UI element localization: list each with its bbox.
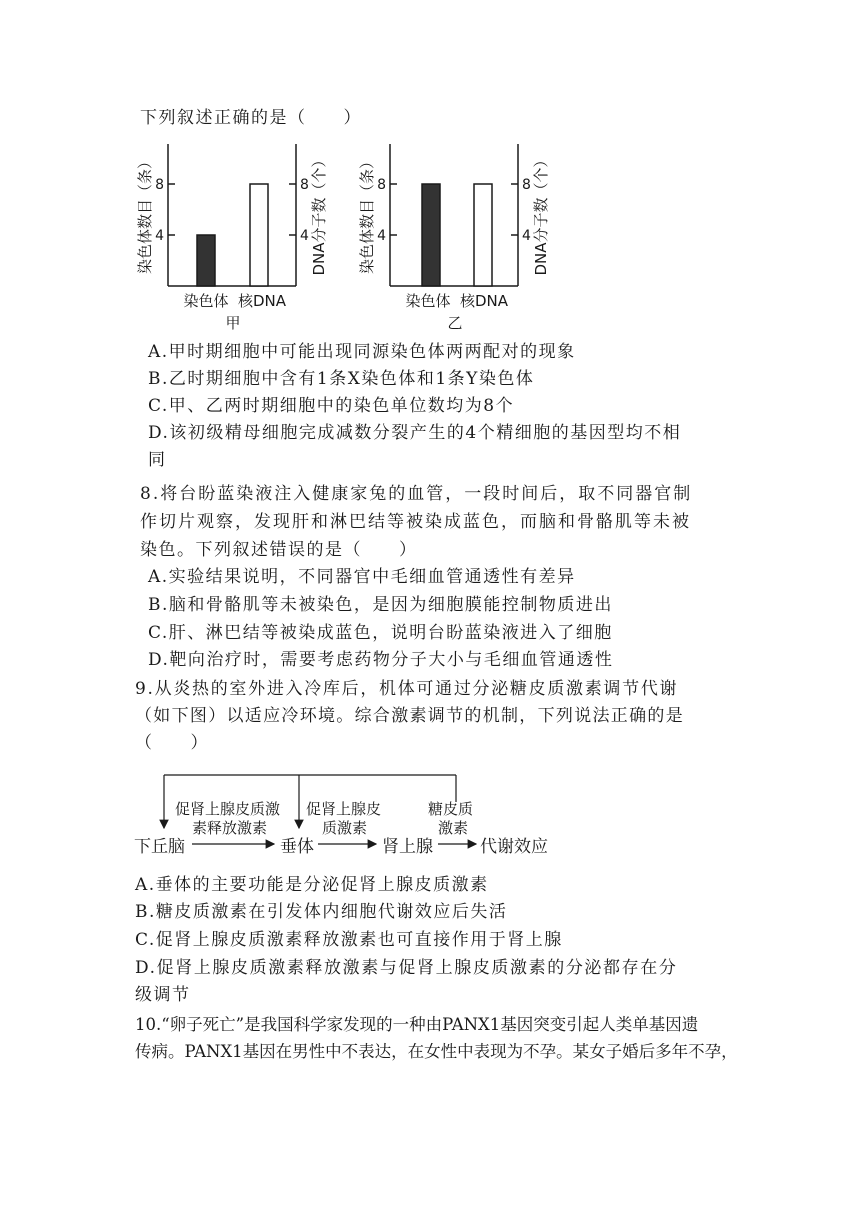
chart-jia-tick-label-4-left: 4 — [155, 228, 164, 244]
chart-jia-bar-chromosome — [197, 235, 215, 286]
q7-option-c: C.甲、乙两时期细胞中的染色单位数均为8个 — [148, 396, 515, 416]
chart-yi-right-axis-label: DNA分子数（个） — [532, 152, 550, 276]
gc-label-line2: 激素 — [438, 819, 469, 837]
acth-label-line1: 促肾上腺皮 — [306, 800, 382, 818]
chart-yi-tick-label-8-right: 8 — [522, 177, 531, 193]
adrenal-node: 肾上腺 — [382, 837, 433, 857]
q8-option-a: A.实验结果说明，不同器官中毛细血管通透性有差异 — [148, 567, 576, 587]
q9-option-c: C.促肾上腺皮质激素释放激素也可直接作用于肾上腺 — [135, 930, 563, 950]
q8-option-c: C.肝、淋巴结等被染成蓝色，说明台盼蓝染液进入了细胞 — [148, 623, 613, 643]
chart-yi-category-chromosome: 染色体 — [405, 292, 451, 310]
q9-option-d-line1: D.促肾上腺皮质激素释放激素与促肾上腺皮质激素的分泌都存在分 — [135, 958, 678, 978]
chart-jia-caption: 甲 — [225, 314, 241, 332]
chart-yi-tick-label-8-left: 8 — [377, 177, 386, 193]
q7-option-d-line2: 同 — [148, 450, 167, 470]
q8-stem-line2: 作切片观察，发现肝和淋巴结等被染成蓝色，而脑和骨骼肌等未被 — [140, 512, 691, 532]
chart-yi-caption: 乙 — [447, 314, 463, 332]
pituitary-node: 垂体 — [280, 837, 314, 857]
crh-label-line1: 促肾上腺皮质激 — [175, 800, 281, 818]
q9-stem-line2: （如下图）以适应冷环境。综合激素调节的机制，下列说法正确的是 — [135, 706, 684, 726]
q9-stem-line3: （ ） — [135, 733, 209, 753]
chart-jia-left-axis-label: 染色体数目（条） — [136, 153, 154, 275]
metabolic-effect-node: 代谢效应 — [480, 837, 548, 857]
q10-stem-line1: 10.“卵子死亡”是我国科学家发现的一种由PANX1基因突变引起人类单基因遗 — [135, 1015, 699, 1034]
q9-stem-line1: 9.从炎热的室外进入冷库后，机体可通过分泌糖皮质激素调节代谢 — [135, 679, 679, 699]
q8-stem-line3: 染色。下列叙述错误的是（ ） — [140, 540, 418, 560]
crh-label-line2: 素释放激素 — [192, 819, 268, 837]
chart-jia-bar-dna — [250, 184, 268, 286]
q8-option-d: D.靶向治疗时，需要考虑药物分子大小与毛细血管通透性 — [148, 650, 614, 670]
q8-option-b: B.脑和骨骼肌等未被染色，是因为细胞膜能控制物质进出 — [148, 595, 613, 615]
chart-jia-category-dna: 核DNA — [237, 292, 287, 310]
q7-option-b: B.乙时期细胞中含有1条X染色体和1条Y染色体 — [148, 369, 535, 389]
chart-yi-category-dna: 核DNA — [459, 292, 509, 310]
chart-jia-category-chromosome: 染色体 — [183, 292, 229, 310]
chart-yi-bar-dna — [474, 184, 492, 286]
chart-jia-right-axis-label: DNA分子数（个） — [310, 152, 328, 276]
chart-yi — [350, 140, 570, 335]
q9-option-d-line2: 级调节 — [135, 985, 191, 1005]
chart-yi-left-axis-label: 染色体数目（条） — [358, 153, 376, 275]
chart-yi-tick-label-4-left: 4 — [377, 228, 386, 244]
chart-yi-bar-chromosome — [422, 184, 440, 286]
chart-jia-tick-label-8-right: 8 — [300, 177, 309, 193]
acth-label-line2: 质激素 — [322, 819, 368, 837]
q8-stem-line1: 8.将台盼蓝染液注入健康家兔的血管，一段时间后，取不同器官制 — [140, 484, 693, 504]
q10-stem-line2: 传病。PANX1基因在男性中不表达，在女性中表现为不孕。某女子婚后多年不孕， — [135, 1042, 738, 1061]
q7-stem: 下列叙述正确的是（ ） — [140, 108, 362, 128]
q9-option-b: B.糖皮质激素在引发体内细胞代谢效应后失活 — [135, 902, 508, 922]
q9-option-a: A.垂体的主要功能是分泌促肾上腺皮质激素 — [135, 875, 489, 895]
chart-jia — [128, 140, 348, 335]
hpa-axis-diagram — [128, 766, 568, 866]
gc-label-line1: 糖皮质 — [428, 800, 474, 818]
q7-option-d-line1: D.该初级精母细胞完成减数分裂产生的4个精细胞的基因型均不相 — [148, 423, 682, 443]
hypothalamus-node: 下丘脑 — [134, 837, 185, 857]
chart-yi-tick-label-4-right: 4 — [522, 228, 531, 244]
q7-option-a: A.甲时期细胞中可能出现同源染色体两两配对的现象 — [148, 342, 576, 362]
chart-jia-tick-label-8-left: 8 — [155, 177, 164, 193]
chart-jia-tick-label-4-right: 4 — [300, 228, 309, 244]
